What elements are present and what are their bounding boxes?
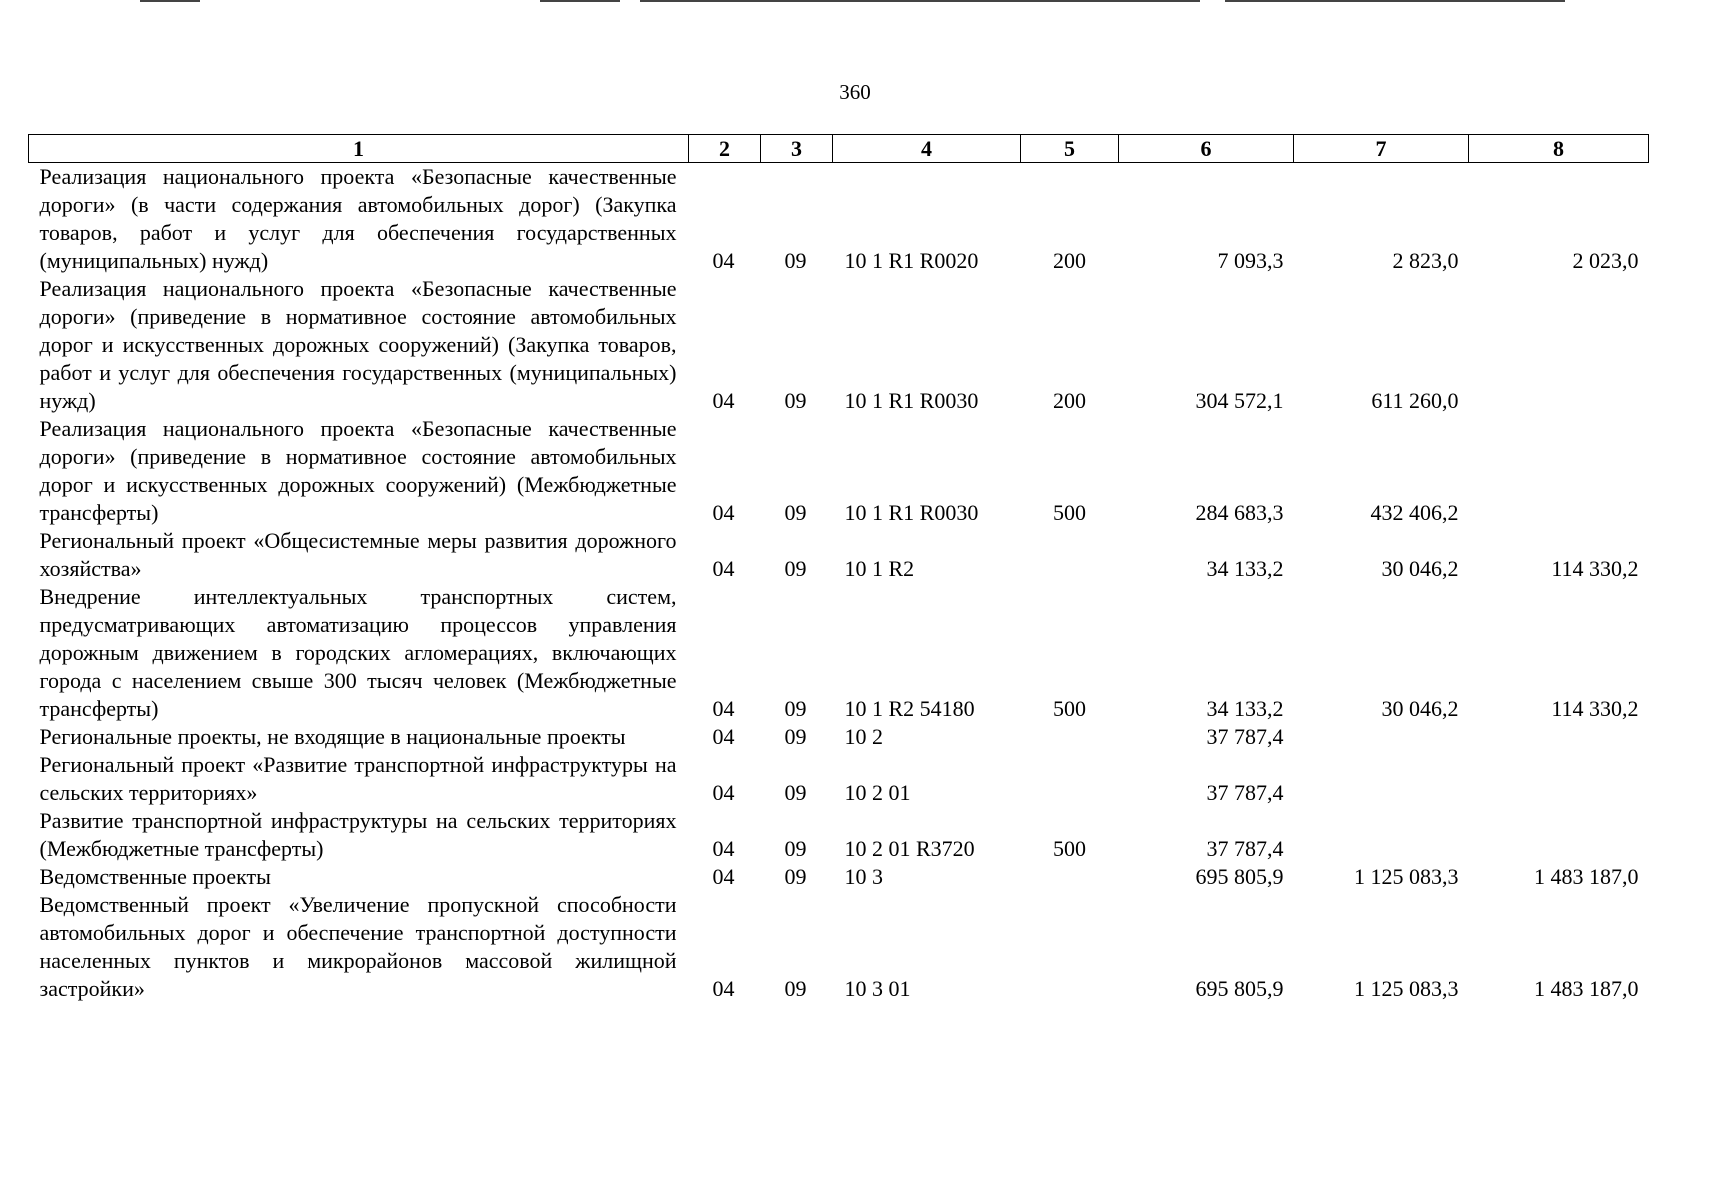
row-amount-col6: 34 133,2	[1206, 556, 1284, 581]
row-expense-type	[1021, 863, 1119, 891]
scan-artifact-line	[1225, 0, 1565, 2]
row-amount-col7: 1 125 083,3	[1354, 864, 1459, 889]
row-amount-col7: 1 125 083,3	[1354, 976, 1459, 1001]
row-amount-col6: 37 787,4	[1206, 724, 1284, 749]
row-expense-type	[1021, 527, 1119, 583]
table-row	[29, 891, 1649, 1003]
column-header: 5	[1021, 135, 1119, 163]
row-amount-col8: 114 330,2	[1551, 556, 1639, 581]
row-name: Ведомственные проекты	[39, 864, 271, 889]
budget-table	[28, 134, 1649, 1003]
row-expense-type	[1021, 891, 1119, 1003]
row-section-code: 04	[712, 780, 735, 805]
row-target-code: 10 1 R2	[844, 556, 915, 581]
scan-artifact-line	[540, 0, 620, 2]
column-header: 2	[689, 135, 761, 163]
row-amount-col7: 611 260,0	[1371, 388, 1459, 413]
table-row	[29, 583, 1649, 723]
row-expense-type	[1021, 723, 1119, 751]
row-amount-col8: 1 483 187,0	[1534, 976, 1639, 1001]
row-amount-col8	[1469, 751, 1649, 807]
row-target-code: 10 1 R2 54180	[844, 696, 975, 721]
column-header: 6	[1119, 135, 1294, 163]
row-amount-col6: 284 683,3	[1195, 500, 1284, 525]
row-section-code: 04	[712, 248, 735, 273]
row-amount-col6: 695 805,9	[1195, 976, 1284, 1001]
row-amount-col7	[1294, 751, 1469, 807]
row-section-code: 04	[712, 864, 735, 889]
row-amount-col8: 114 330,2	[1551, 696, 1639, 721]
row-expense-type	[1021, 751, 1119, 807]
row-name: Реализация национального проекта «Безопасные качественные дороги» (в части содержания автомобильных дорог) (Закупка товаров, работ и услуг для обеспечения государственных (муниципальных) нужд)	[39, 164, 677, 273]
row-expense-type: 500	[1053, 500, 1086, 525]
scan-artifact-line	[140, 0, 200, 2]
row-target-code: 10 1 R1 R0030	[844, 388, 979, 413]
row-amount-col6: 695 805,9	[1195, 864, 1284, 889]
column-header: 4	[833, 135, 1021, 163]
column-header: 8	[1469, 135, 1649, 163]
table-row	[29, 163, 1649, 276]
row-amount-col8	[1469, 807, 1649, 863]
row-section-code: 04	[712, 836, 735, 861]
row-amount-col7: 432 406,2	[1370, 500, 1459, 525]
row-target-code: 10 1 R1 R0020	[844, 248, 979, 273]
row-amount-col6: 37 787,4	[1206, 836, 1284, 861]
row-section-code: 04	[712, 976, 735, 1001]
scan-artifact-line	[640, 0, 1200, 2]
table-row	[29, 275, 1649, 415]
row-amount-col8: 1 483 187,0	[1534, 864, 1639, 889]
table-header-row	[29, 135, 1649, 163]
table-row	[29, 863, 1649, 891]
row-amount-col7	[1294, 723, 1469, 751]
row-expense-type: 200	[1053, 388, 1086, 413]
table-row	[29, 415, 1649, 527]
row-section-code: 04	[712, 724, 735, 749]
column-header: 1	[29, 135, 689, 163]
row-expense-type: 200	[1053, 248, 1086, 273]
row-section-code: 04	[712, 696, 735, 721]
row-name: Реализация национального проекта «Безопасные качественные дороги» (приведение в нормативное состояние автомобильных дорог и искусственных дорожных сооружений) (Межбюджетные трансферты)	[39, 416, 677, 525]
page-number: 360	[839, 80, 871, 104]
row-amount-col6: 304 572,1	[1195, 388, 1284, 413]
row-subsection-code: 09	[784, 836, 807, 861]
row-subsection-code: 09	[784, 976, 807, 1001]
row-section-code: 04	[712, 556, 735, 581]
column-header: 3	[761, 135, 833, 163]
row-section-code: 04	[712, 388, 735, 413]
row-target-code: 10 2	[844, 724, 883, 749]
row-amount-col8	[1469, 415, 1649, 527]
row-amount-col8	[1469, 275, 1649, 415]
table-row	[29, 527, 1649, 583]
row-amount-col6: 37 787,4	[1206, 780, 1284, 805]
row-amount-col6: 34 133,2	[1206, 696, 1284, 721]
row-name: Региональный проект «Развитие транспортной инфраструктуры на сельских территориях»	[39, 752, 677, 805]
row-amount-col8: 2 023,0	[1572, 248, 1639, 273]
row-amount-col7: 2 823,0	[1392, 248, 1459, 273]
row-expense-type: 500	[1053, 696, 1086, 721]
row-name: Региональный проект «Общесистемные меры развития дорожного хозяйства»	[39, 528, 677, 581]
row-target-code: 10 2 01	[844, 780, 911, 805]
table-row	[29, 723, 1649, 751]
row-subsection-code: 09	[784, 780, 807, 805]
row-amount-col7	[1294, 807, 1469, 863]
row-expense-type: 500	[1053, 836, 1086, 861]
row-subsection-code: 09	[784, 248, 807, 273]
row-amount-col6: 7 093,3	[1217, 248, 1284, 273]
row-subsection-code: 09	[784, 556, 807, 581]
row-subsection-code: 09	[784, 864, 807, 889]
row-target-code: 10 3 01	[844, 976, 911, 1001]
row-target-code: 10 2 01 R3720	[844, 836, 975, 861]
row-name: Региональные проекты, не входящие в национальные проекты	[39, 724, 626, 749]
row-target-code: 10 1 R1 R0030	[844, 500, 979, 525]
row-subsection-code: 09	[784, 724, 807, 749]
row-amount-col7: 30 046,2	[1381, 696, 1459, 721]
row-subsection-code: 09	[784, 696, 807, 721]
row-name: Развитие транспортной инфраструктуры на сельских территориях (Межбюджетные трансферты)	[39, 808, 677, 861]
row-section-code: 04	[712, 500, 735, 525]
row-name: Внедрение интеллектуальных транспортных систем, предусматривающих автоматизацию процессов управления дорожным движением в городских агломерациях, включающих города с населением свыше 300 тысяч человек (Межбюджетные трансферты)	[39, 584, 677, 721]
row-amount-col7: 30 046,2	[1381, 556, 1459, 581]
table-row	[29, 751, 1649, 807]
row-target-code: 10 3	[844, 864, 883, 889]
column-header: 7	[1294, 135, 1469, 163]
row-name: Реализация национального проекта «Безопасные качественные дороги» (приведение в нормативное состояние автомобильных дорог и искусственных дорожных сооружений) (Закупка товаров, работ и услуг для обеспечения государственных (муниципальных) нужд)	[39, 276, 677, 413]
row-subsection-code: 09	[784, 388, 807, 413]
row-name: Ведомственный проект «Увеличение пропускной способности автомобильных дорог и обеспечение транспортной доступности населенных пунктов и микрорайонов массовой жилищной застройки»	[39, 892, 677, 1001]
table-row	[29, 807, 1649, 863]
row-amount-col8	[1469, 723, 1649, 751]
row-subsection-code: 09	[784, 500, 807, 525]
